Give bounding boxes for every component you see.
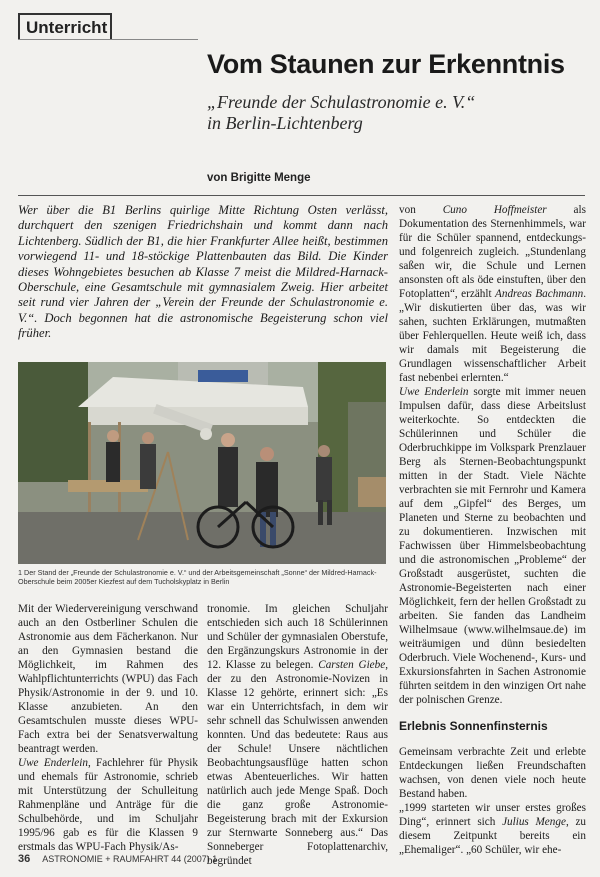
person-name: Carsten Giebe	[318, 659, 386, 671]
byline-rule	[18, 195, 585, 196]
caption-text: Der Stand der „Freunde der Schulastronomie e. V.“ und der Arbeitsgemeinschaft „Sonne“ der Mildred-Harnack-Oberschule beim 2005er Kiezfest auf dem Tucholskyplatz in Berlin	[18, 568, 377, 587]
photo-street-fair-stand	[18, 362, 386, 564]
page-footer	[18, 853, 217, 865]
paragraph: Uwe Enderlein sorgte mit immer neuen Impulsen dafür, dass diese Arbeitslust weiterkochte. So entdeckten die Schülerinnen und Schüler die Oderbruchkippe im Volkspark Prenzlauer Berg als Sternen-Beobachtungspunkt mitten in der Stadt. Viele Nächte verbrachten sie mit Fernrohr und Kamera auf dem „Gipfel“ des Berges, um Planeten und Sterne zu beobachten und zu dokumentieren. Inzwischen mit Fachwissen über Himmelsbeobachtung und die astronomischen „Probleme“ der Großstadt ausgerüstet, suchten die Astronomie-Begeisterten nach einer Möglichkeit, fern der hellen Großstadt zu arbeiten. Sie fanden das Landheim Wilhelmsaue (www.wilhelmsaue.de) im weiträumigen und dünn besiedelten Oderbruch. Viele Wochenend-, Kurs- und Exkursionsfahrten in Sachen Astronomie führten seitdem in den winzigen Ort nahe der polnischen Grenze.	[399, 386, 587, 706]
person-name: Julius Menge	[502, 816, 566, 828]
paragraph: Gemeinsam verbrachte Zeit und erlebte Entdeckungen ließen Freundschaften wachsen, von denen viele noch heute Bestand haben.	[399, 746, 586, 800]
journal-reference: ASTRONOMIE + RAUMFAHRT 44 (2007) 1	[42, 854, 218, 864]
text-column-2	[207, 602, 388, 868]
article-title: Vom Staunen zur Erkenntnis	[207, 49, 565, 79]
lead-text: Wer über die B1 Berlins quirlige Mitte Richtung Osten verlässt, durchquert den szenigen Friedrichshain und kommt dann nach Lichtenberg. Südlich der B1, die hier Frankfurter Allee heißt, bestimmen vorwiegend 11- und 18-stöckige Plattenbauten das Bild. Die Kinder dieses Wohngebietes besuchen ab Klasse 7 meist die Mildred-Harnack-Oberschule, eine Gesamtschule mit gymnasialem Zweig. Hier arbeitet seit rund vier Jahren der „Verein der Freunde der Schulastronomie e. V.“. Doch begonnen hat die astronomische Begeisterung schon viel früher.	[18, 203, 388, 341]
article-subtitle	[207, 92, 587, 134]
text-column-1	[18, 602, 198, 854]
subtitle-line-1: „Freunde der Schulastronomie e. V.“	[207, 92, 476, 112]
photo-caption	[18, 568, 386, 587]
lead-paragraph	[18, 203, 388, 342]
paragraph: „1999 starteten wir unser erstes großes Ding“, erinnert sich Julius Menge, zu diesem Zeitpunkt bereits ein „Ehemaliger“. „60 Schüler, wir ehe-	[399, 802, 586, 856]
section-heading: Erlebnis Sonnenfinsternis	[399, 719, 548, 733]
caption-number: 1	[18, 568, 22, 577]
person-name: Uwe Enderlein	[18, 757, 88, 769]
person-name: Cuno Hoffmeister	[442, 204, 547, 216]
person-name: Andreas Bachmann	[495, 288, 584, 300]
section-label: Unterricht	[18, 13, 112, 39]
page-number: 36	[18, 853, 31, 865]
paragraph: Uwe Enderlein, Fachlehrer für Physik und ehemals für Astronomie, schrieb mit Unterstützung der Schulleitung Rahmenpläne und Anträge für die Schulbehörde, und im Schuljahr 1995/96 gab es für die Klassen 9 erstmals das WPU-Fach Physik/As-	[18, 757, 199, 853]
person-name: Uwe Enderlein	[399, 386, 469, 398]
text-column-3	[399, 203, 586, 857]
paragraph: von Cuno Hoffmeister als Dokumentation des Sternenhimmels, war für die Schüler spannend, entdeckungs- und folgenreich zugleich. „Stundenlang saßen wir, die Schule und Lernen ansonsten oft als öde einstuften, über den Fotoplatten“, erzählt Andreas Bachmann. „Wir diskutierten über das, was wir sahen, suchten Erklärungen, mutmaßten über Fehlerquellen. Heute weiß ich, dass wir damals mit Begeisterung die Grundlagen wissenschaftlicher Arbeit fast nebenbei erlernten.“	[399, 204, 586, 384]
show-through-text-left	[18, 48, 198, 188]
author-byline: von Brigitte Menge	[207, 172, 311, 184]
subtitle-line-2: in Berlin-Lichtenberg	[207, 113, 363, 133]
paragraph: tronomie. Im gleichen Schuljahr entschieden sich auch 18 Schülerinnen und Schüler der gymnasialen Oberstufe, den Ergänzungskurs Astronomie in der 12. Klasse zu belegen. Carsten Giebe, der zu den Astronomie-Novizen in Klasse 12 gehörte, erinnert sich: „Es war ein Unterrichtsfach, in dem wir sehr schnell das Schulwissen anwenden konnten. Und das bedeutete: Raus aus der Schule! Unsere nächtlichen Beobachtungsausflüge hatten schon etwas Abenteuerliches. Wir hatten natürlich auch jede Menge Spaß. Doch die ganz große Astronomie-Begeisterung brach mit der Exkursion zur Sternwarte Sonneberg aus.“ Das Sonneberger Fotoplattenarchiv, begründet	[207, 603, 388, 867]
paragraph: Mit der Wiedervereinigung verschwand auch an den Ostberliner Schulen die Astronomie aus dem Fächerkanon. Nur an den Gymnasien bestand die Möglichkeit, im Rahmen des Wahlpflichtunterrichts (WPU) das Fach Physik/Astronomie in der 9. und 10. Klasse anzubieten. An den Gesamtschulen musste dieses WPU-Fach extra bei der Senatsverwaltung beantragt werden.	[18, 603, 198, 755]
section-rule	[18, 39, 198, 40]
article-photo	[18, 362, 386, 564]
